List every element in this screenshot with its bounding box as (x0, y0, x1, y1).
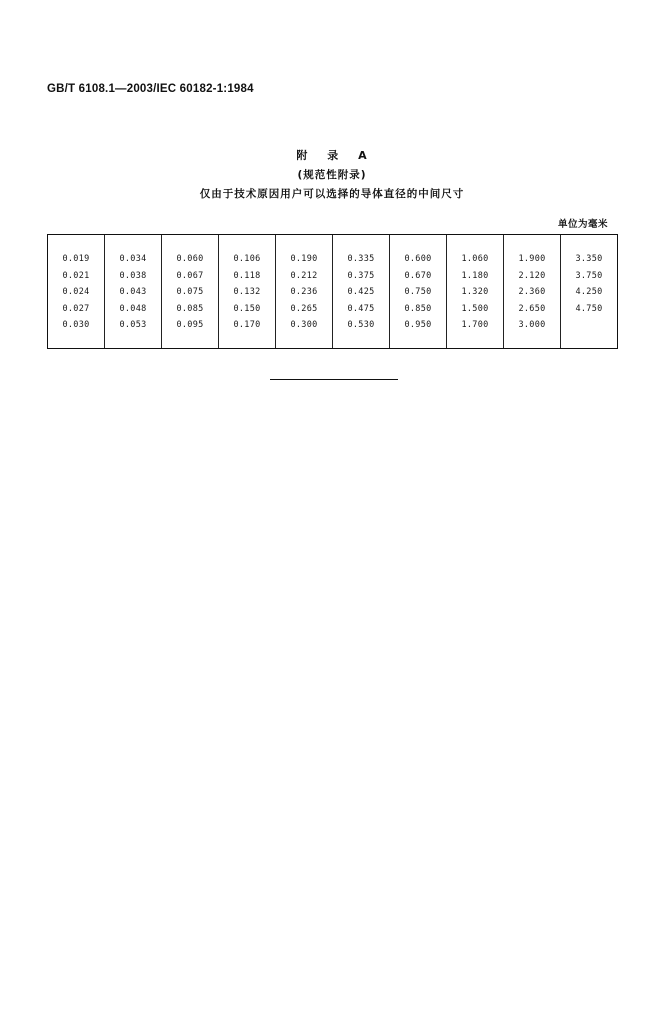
table-cell: 2.650 (518, 303, 546, 314)
table-cell: 0.600 (404, 254, 432, 264)
table-column (446, 235, 503, 348)
table-cell: 0.850 (404, 303, 432, 314)
table-cell: 1.060 (461, 254, 489, 264)
table-column (161, 235, 218, 348)
table-cell: 1.700 (461, 320, 489, 330)
table-cell: 0.170 (233, 320, 261, 330)
table-cell: 0.095 (176, 320, 204, 330)
unit-label: 单位为毫米 (557, 219, 608, 230)
end-rule (270, 379, 398, 380)
table-cell: 3.350 (575, 254, 603, 264)
standard-code: GB/T 6108.1—2003/IEC 60182-1:1984 (47, 83, 254, 95)
table-caption: 仅由于技术原因用户可以选择的导体直径的中间尺寸 (199, 188, 465, 200)
table-column (332, 235, 389, 348)
table-column (48, 235, 104, 348)
table-cell: 0.027 (62, 303, 90, 314)
table-cell: 0.118 (233, 270, 261, 281)
table-cell: 0.030 (62, 320, 90, 330)
diameter-table (47, 234, 618, 349)
table-cell: 0.085 (176, 303, 204, 314)
table-cell: 1.500 (461, 303, 489, 314)
table-cell: 0.750 (404, 287, 432, 297)
table-cell: 4.750 (575, 303, 603, 314)
table-cell: 0.053 (119, 320, 147, 330)
table-cell: 3.000 (518, 320, 546, 330)
table-cell: 0.375 (347, 270, 375, 281)
appendix-type: (规范性附录) (297, 169, 367, 181)
table-column (218, 235, 275, 348)
table-column (104, 235, 161, 348)
table-cell: 0.670 (404, 270, 432, 281)
table-cell: 0.043 (119, 287, 147, 297)
table-column (275, 235, 332, 348)
table-cell: 0.300 (290, 320, 318, 330)
table-cell: 4.250 (575, 287, 603, 297)
table-cell: 0.034 (119, 254, 147, 264)
table-column (503, 235, 560, 348)
table-cell: 0.190 (290, 254, 318, 264)
table-cell: 0.950 (404, 320, 432, 330)
table-cell: 0.265 (290, 303, 318, 314)
table-cell: 0.048 (119, 303, 147, 314)
table-cell: 2.120 (518, 270, 546, 281)
table-cell: 0.067 (176, 270, 204, 281)
table-cell: 3.750 (575, 270, 603, 281)
table-cell: 0.530 (347, 320, 375, 330)
table-cell: 0.060 (176, 254, 204, 264)
table-cell: 0.425 (347, 287, 375, 297)
table-cell: 2.360 (518, 287, 546, 297)
table-column (560, 235, 617, 348)
table-cell: 0.150 (233, 303, 261, 314)
table-cell: 1.320 (461, 287, 489, 297)
table-column (389, 235, 446, 348)
table-cell: 0.019 (62, 254, 90, 264)
table-cell: 0.475 (347, 303, 375, 314)
table-cell: 0.075 (176, 287, 204, 297)
table-cell: 0.024 (62, 287, 90, 297)
table-cell: 0.132 (233, 287, 261, 297)
table-cell: 0.212 (290, 270, 318, 281)
table-cell: 0.335 (347, 254, 375, 264)
table-cell: 1.180 (461, 270, 489, 281)
table-cell: 0.236 (290, 287, 318, 297)
table-cell: 0.106 (233, 254, 261, 264)
table-cell: 0.021 (62, 270, 90, 281)
table-cell: 1.900 (518, 254, 546, 264)
table-cell: 0.038 (119, 270, 147, 281)
appendix-title: 附 录 A (296, 149, 368, 162)
